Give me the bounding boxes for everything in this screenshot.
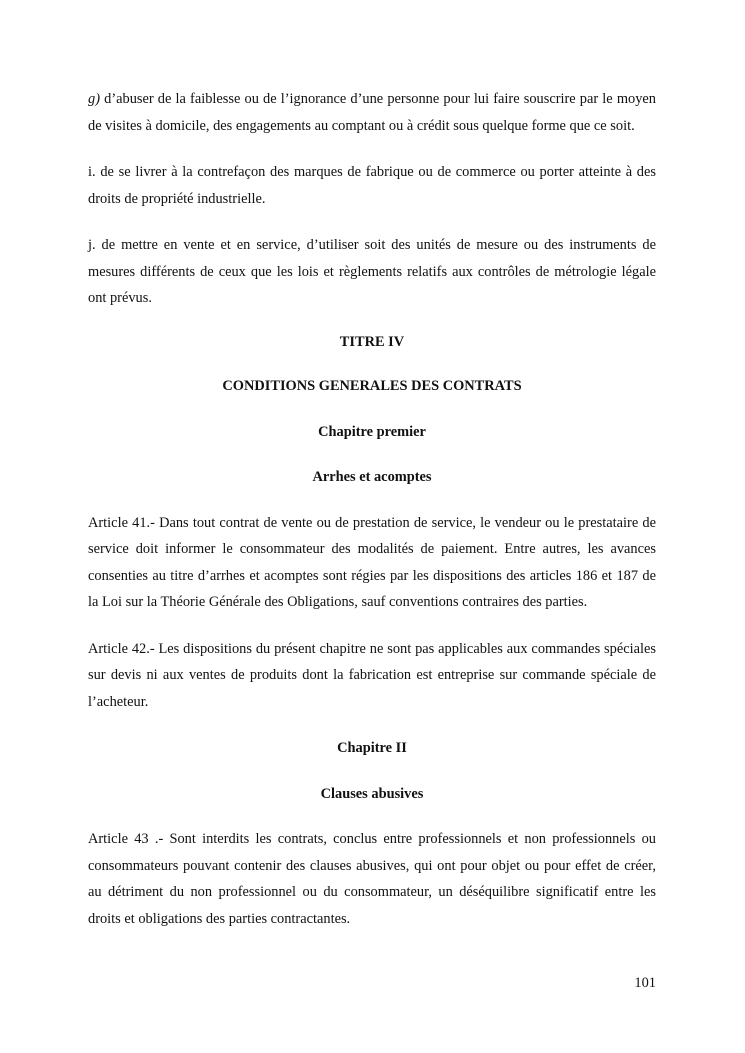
document-page	[88, 86, 656, 932]
title-heading: TITRE IV	[339, 333, 405, 350]
conditions-heading: CONDITIONS GENERALES DES CONTRATS	[222, 378, 522, 394]
paragraph-j: j. de mettre en vente et en service, d’utiliser soit des unités de mesure ou des instruments de mesures différents de ceux que les lois et règlements relatifs aux contrôles de métrologie légale ont prévus.	[88, 237, 656, 306]
paragraph-g-text: d’abuser de la faiblesse ou de l’ignorance d’une personne pour lui faire souscrire par le moyen de visites à domicile, des engagements au comptant ou à crédit sous quelque forme que ce soit.	[88, 91, 656, 134]
paragraph-g	[88, 86, 656, 139]
arrhes-heading: Arrhes et acomptes	[312, 469, 432, 485]
article-41: Article 41.- Dans tout contrat de vente ou de prestation de service, le vendeur ou le prestataire de service doit informer le consommateur des modalités de paiement. Entre autres, les avances consenties au titre d’arrhes et acomptes sont régies par les dispositions des articles 186 et 187 de la Loi sur la Théorie Générale des Obligations, sauf conventions contraires des parties.	[88, 514, 656, 610]
clauses-heading: Clauses abusives	[320, 785, 424, 802]
chapter-two-heading: Chapitre II	[337, 740, 407, 756]
paragraph-i: i. de se livrer à la contrefaçon des marques de fabrique ou de commerce ou porter atteinte à des droits de propriété industrielle.	[88, 164, 656, 207]
page-number: 101	[634, 975, 656, 991]
chapter-one-heading: Chapitre premier	[318, 423, 426, 440]
article-43: Article 43 .- Sont interdits les contrats, conclus entre professionnels et non professionnels ou consommateurs pouvant contenir des clauses abusives, qui ont pour objet ou pour effet de créer, au détriment du non professionnel ou du consommateur, un déséquilibre significatif entre les droits et obligations des parties contractantes.	[88, 831, 656, 927]
paragraph-g-label: g)	[88, 91, 100, 107]
article-42: Article 42.- Les dispositions du présent chapitre ne sont pas applicables aux commandes spéciales sur devis ni aux ventes de produits dont la fabrication est entreprise sur commande spéciale de l’acheteur.	[88, 640, 656, 710]
